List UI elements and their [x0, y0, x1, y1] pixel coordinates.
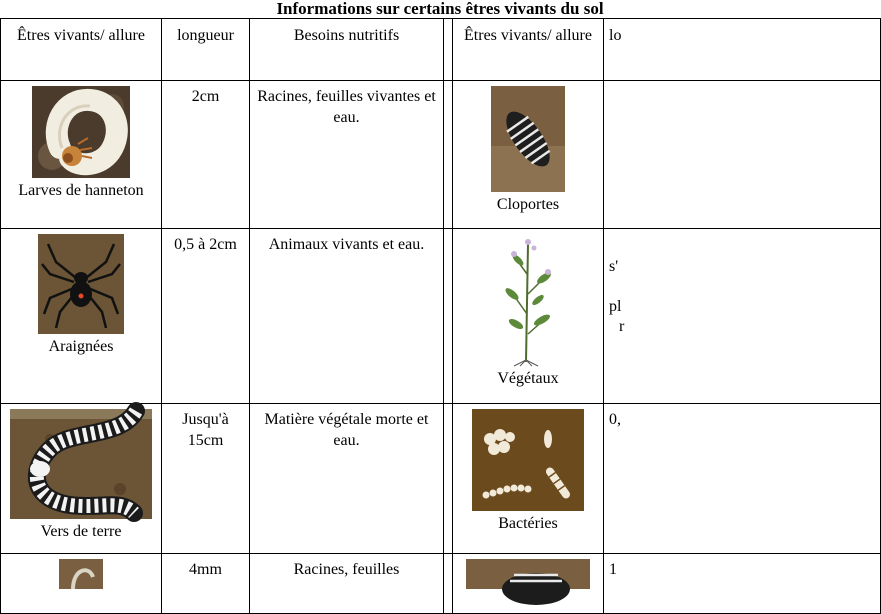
row4-needs: Racines, feuilles	[250, 554, 444, 614]
woodlouse-image	[491, 86, 565, 192]
spider-needs: Animaux vivants et eau.	[250, 229, 444, 404]
earthworm-name: Vers de terre	[40, 523, 122, 540]
earthworm-needs: Matière végétale morte et eau.	[250, 404, 444, 554]
spider-length: 0,5 à 2cm	[162, 229, 250, 404]
bacteria-name: Bactéries	[498, 515, 558, 532]
cell-row4-right	[453, 554, 604, 614]
spider-name: Araignées	[48, 338, 114, 355]
header-nutritional-needs: Besoins nutritifs	[250, 19, 444, 81]
plant-image	[490, 234, 566, 366]
row4-right-image	[466, 559, 590, 589]
cockchafer-name: Larves de hanneton	[18, 182, 144, 199]
cell-earthworm	[1, 404, 162, 554]
table-row	[1, 404, 881, 554]
plants-name: Végétaux	[497, 370, 559, 387]
earthworm-length: Jusqu'à 15cm	[162, 404, 250, 554]
cockchafer-needs: Racines, feuilles vivantes et eau.	[250, 81, 444, 229]
column-gap	[444, 19, 453, 81]
cell-row4-left	[1, 554, 162, 614]
row4-length: 4mm	[162, 554, 250, 614]
plants-partial-cell	[604, 229, 881, 404]
table-row	[1, 554, 881, 614]
row4-left-image	[59, 559, 103, 589]
bacteria-image	[472, 409, 584, 511]
plants-partial-line-3: r	[619, 318, 625, 335]
table-title: Informations sur certains êtres vivants du sol	[276, 0, 604, 18]
living-beings-table	[0, 18, 881, 614]
cockchafer-larva-image	[32, 86, 130, 178]
bacteria-length: 0,	[604, 404, 881, 554]
header-living-beings: Êtres vivants/ allure	[1, 19, 162, 81]
table-row	[1, 81, 881, 229]
cell-cockchafer	[1, 81, 162, 229]
header-length-2: lo	[604, 19, 881, 81]
plants-partial-line-1: s'	[609, 258, 619, 275]
cell-bacteria	[453, 404, 604, 554]
cockchafer-length: 2cm	[162, 81, 250, 229]
header-length: longueur	[162, 19, 250, 81]
header-row	[1, 19, 881, 81]
cell-plants	[453, 229, 604, 404]
cell-spider	[1, 229, 162, 404]
spider-image	[38, 234, 124, 334]
woodlouse-name: Cloportes	[496, 196, 560, 213]
cell-woodlouse	[453, 81, 604, 229]
row4-partial: 1	[604, 554, 881, 614]
plants-partial-line-2: pl	[609, 298, 622, 315]
woodlouse-length	[604, 81, 881, 229]
earthworm-image	[10, 409, 152, 519]
table-row	[1, 229, 881, 404]
header-living-beings-2: Êtres vivants/ allure	[453, 19, 604, 81]
